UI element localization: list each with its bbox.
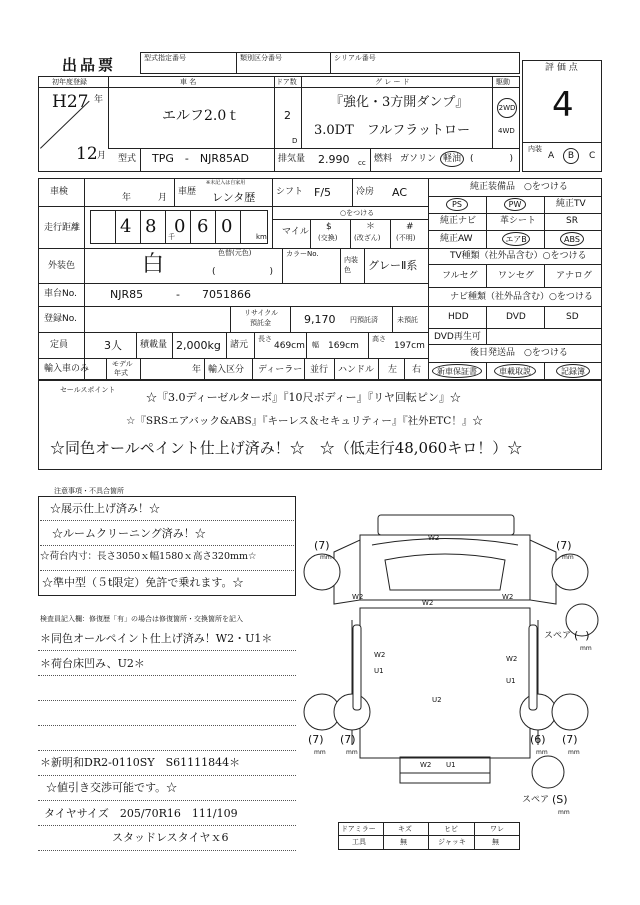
table-header-1: ドアミラー: [341, 825, 376, 833]
tire-depth-front-right: (7): [556, 539, 572, 552]
mileage-digit-2: 8: [145, 216, 157, 237]
doc-warranty: 新車保証書: [432, 364, 482, 378]
tire-depth-rear-left-outer: (7): [308, 733, 324, 746]
mm-unit: mm: [568, 749, 580, 756]
equip-ps: PS: [446, 198, 468, 211]
door-type: D: [292, 137, 298, 145]
width-label: 幅: [312, 341, 319, 349]
interior-a: A: [548, 151, 555, 161]
chassis-dash: -: [176, 288, 180, 301]
diag-label-9: U2: [432, 696, 442, 704]
spare-upper-paren: ( ): [574, 629, 590, 642]
exchange-mark: $: [326, 222, 332, 232]
tire-depth-rear-right-outer: (7): [562, 733, 578, 746]
drive-2wd-circled: 2WD: [497, 98, 517, 118]
inspector-line-1: ＊同色オールペイント仕上げ済み！W2・U1＊: [40, 632, 273, 645]
tv-type-title: TV種類（社外品含む）○をつける: [450, 251, 587, 261]
doc-manual: 車載取説: [494, 364, 536, 378]
model-code-label: 型式指定番号: [144, 54, 186, 62]
unknown-label: (不明): [396, 234, 416, 242]
load-label: 積載量: [140, 340, 168, 350]
note-4: ☆準中型（５t限定）免許で乗れます。☆: [42, 576, 244, 589]
reg-label: 登録No.: [44, 314, 77, 324]
table-cell-3: ジャッキ: [438, 838, 466, 846]
first-reg-year: H27: [52, 92, 89, 112]
color-value: 白: [142, 252, 165, 277]
table-cell-4: 無: [492, 838, 499, 846]
doors-label: ドア数: [276, 78, 297, 86]
spare-label-upper: スペア: [544, 631, 572, 641]
mile-label: マイル: [282, 227, 309, 237]
year-unit: 年: [94, 95, 104, 105]
chassis-prefix: NJR85: [110, 288, 144, 301]
note-2: ☆ルームクリーニング済み！☆: [52, 527, 206, 540]
month-unit: 月: [97, 151, 107, 161]
history-value: レンタ歴: [212, 191, 256, 204]
inspector-line-6: ＊新明和DR2-0110SY S61111844＊: [40, 756, 241, 769]
shift-label: シフト: [276, 187, 304, 197]
chassis-label: 車台No.: [44, 289, 77, 299]
sales-line-3: ☆同色オールペイント仕上げ済み！☆ ☆（低走行48,060キロ！）☆: [50, 439, 523, 457]
diag-label-7: W2: [506, 655, 518, 663]
height-label: 高さ: [372, 335, 386, 343]
diag-label-1: W2: [428, 534, 440, 542]
displacement-unit: cc: [358, 159, 366, 167]
type-value: TPG - NJR85AD: [152, 152, 249, 165]
mm-unit: mm: [314, 749, 326, 756]
equip-pw: PW: [504, 198, 526, 211]
color-change-label: 色替(元色): [218, 249, 252, 257]
diag-label-10: W2: [420, 761, 432, 769]
doors-value: 2: [284, 109, 291, 122]
tv-analog: アナログ: [556, 271, 593, 281]
diag-label-4: W2: [502, 593, 514, 601]
diag-label-2: W2: [352, 593, 364, 601]
recycle-value: 9,170: [304, 313, 336, 326]
rating-label: 評 価 点: [545, 63, 578, 73]
mileage-label: 走行距離: [44, 223, 81, 233]
km-unit: km: [256, 233, 267, 241]
navi-sd: SD: [566, 312, 579, 322]
type-label: 型式: [118, 154, 137, 164]
ac-value: AC: [392, 186, 408, 199]
color-change-value: ( ): [212, 267, 274, 277]
tamper-label: (改ざん): [354, 234, 381, 242]
unknown-mark: #: [406, 222, 414, 232]
sales-label: セールスポイント: [60, 386, 116, 394]
interior-b-circled: B: [563, 148, 579, 164]
import-parallel: 並行: [310, 365, 329, 375]
equip-aw: 純正AW: [440, 234, 473, 244]
grade-label: グ レ ー ド: [375, 78, 410, 86]
fuel-gasoline: ガソリン: [400, 154, 437, 164]
notes-label: 注意事項・不具合箇所: [54, 487, 124, 495]
length-label: 長さ: [258, 335, 272, 343]
equip-abs: ABS: [560, 232, 584, 246]
displacement-value: 2.990: [318, 153, 350, 166]
thousand-mark: 千: [168, 233, 175, 241]
table-cell-1: 工具: [352, 838, 366, 846]
inspector-line-8: タイヤサイズ 205/70R16 111/109: [44, 807, 238, 820]
diag-label-8: U1: [506, 677, 516, 685]
spare-label-lower: スペア: [522, 795, 550, 805]
shaken-month-unit: 月: [158, 193, 168, 203]
model-year-label-2: 年式: [114, 369, 128, 377]
model-year-label-1: モデル: [112, 360, 133, 368]
recycle-label-2: 預託金: [250, 319, 271, 327]
shift-value: F/5: [314, 186, 332, 199]
diag-label-11: U1: [446, 761, 456, 769]
dims-label: 諸元: [230, 340, 249, 350]
color-no-label: カラーNo.: [286, 250, 319, 258]
sales-line-2: ☆『SRSエアバック&ABS』『キーレス＆セキュリティー』『社外ETC！』☆: [126, 415, 483, 427]
diag-label-6: U1: [374, 667, 384, 675]
car-name-label: 車 名: [180, 78, 197, 86]
handle-left: 左: [388, 365, 398, 375]
table-cell-2: 無: [400, 838, 407, 846]
load-value: 2,000kg: [176, 339, 221, 352]
equip-airbag: エアB: [502, 232, 530, 246]
mm-unit: mm: [536, 749, 548, 756]
mm-unit: mm: [558, 809, 570, 816]
tire-depth-rear-right-inner: (6): [530, 733, 546, 746]
fuel-diesel-circled: 軽油: [440, 151, 464, 167]
table-header-3: ヒビ: [444, 825, 458, 833]
tv-fullseg: フルセグ: [442, 271, 478, 281]
spare-lower-value: (S): [552, 793, 568, 806]
equip-tv: 純正TV: [556, 199, 586, 209]
drive-label: 駆動: [496, 78, 510, 86]
equip-leather: 革シート: [500, 216, 537, 226]
later-docs-title: 後日発送品 ○をつける: [470, 348, 568, 358]
navi-hdd: HDD: [448, 312, 469, 322]
mileage-digit-1: 4: [120, 216, 132, 237]
shaken-year-unit: 年: [122, 193, 132, 203]
int-color-value: グレーⅡ系: [368, 259, 418, 272]
chassis-number: 7051866: [202, 288, 251, 301]
import-type-label: 輸入区分: [208, 365, 245, 375]
model-year-unit: 年: [192, 365, 202, 375]
inspector-line-2: ＊荷台床凹み、U2＊: [40, 657, 145, 670]
dvd-playback: DVD再生可: [434, 332, 481, 342]
height-value: 197cm: [394, 341, 425, 351]
color-label: 外装色: [48, 261, 76, 271]
category-label: 類別区分番号: [240, 54, 282, 62]
note-1: ☆展示仕上げ済み！☆: [50, 502, 160, 515]
mm-unit: mm: [580, 645, 592, 652]
equip-sr: SR: [566, 216, 578, 226]
navi-dvd: DVD: [506, 312, 526, 322]
fuel-other: ( ): [470, 154, 514, 164]
fuel-label: 燃料: [374, 154, 393, 164]
interior-c: C: [589, 151, 596, 161]
tire-depth-rear-left-inner: (7): [340, 733, 356, 746]
ac-label: 冷房: [356, 187, 375, 197]
width-value: 169cm: [328, 341, 359, 351]
length-value: 469cm: [274, 341, 305, 351]
capacity-label: 定員: [50, 340, 69, 350]
diag-label-3: W2: [422, 599, 434, 607]
car-name: エルフ2.0ｔ: [162, 108, 241, 124]
shaken-label: 車検: [50, 187, 69, 197]
handle-label: ハンドル: [338, 365, 375, 375]
note-3: ☆荷台内寸：長さ3050ｘ幅1580ｘ高さ320mm☆: [40, 551, 257, 562]
recycle-label-1: リサイクル: [244, 309, 279, 317]
inspector-line-9: スタッドレスタイヤｘ6: [112, 831, 229, 844]
mm-unit: mm: [320, 554, 332, 561]
sales-line-1: ☆『3.0ディーゼルターボ』『10尺ボディー』『リヤ回転ピン』☆: [146, 391, 461, 404]
capacity-value: 3人: [104, 339, 122, 352]
mileage-circle-note: ○をつける: [340, 209, 375, 217]
grade-line-1: 『強化・3方開ダンプ』: [330, 95, 469, 110]
exchange-label: (交換): [318, 234, 338, 242]
displacement-label: 排気量: [278, 154, 306, 164]
diag-label-5: W2: [374, 651, 386, 659]
int-color-label-2: 色: [344, 266, 351, 274]
grade-line-2: 3.0DT フルフラットロー: [314, 123, 470, 138]
navi-type-title: ナビ種類（社外品含む）○をつける: [450, 292, 593, 302]
mileage-digit-3: 0: [174, 216, 186, 237]
recycle-unit: 円預託済: [350, 316, 378, 324]
import-dealer: ディーラー: [258, 365, 303, 375]
import-label: 輸入車のみ: [44, 364, 90, 374]
doc-record: 記録簿: [556, 364, 590, 378]
mm-unit: mm: [346, 749, 358, 756]
tire-depth-front-left: (7): [314, 539, 330, 552]
recycle-unpaid: 未預託: [397, 316, 418, 324]
first-reg-label: 初年度登録: [52, 78, 87, 86]
handle-right: 右: [412, 365, 422, 375]
history-note: ※未記入は自家用: [206, 180, 246, 186]
equip-navi: 純正ナビ: [440, 216, 477, 226]
inspector-line-7: ☆値引き交渉可能です。☆: [46, 781, 178, 794]
interior-label: 内装: [528, 145, 542, 153]
history-label: 車歴: [178, 187, 197, 197]
mileage-digit-5: 0: [221, 216, 233, 237]
mm-unit: mm: [562, 554, 574, 561]
table-header-2: キズ: [398, 825, 412, 833]
serial-label: シリアル番号: [334, 54, 376, 62]
table-header-4: ワレ: [490, 825, 504, 833]
tv-oneseg: ワンセグ: [498, 271, 535, 281]
mileage-digit-4: 6: [197, 216, 209, 237]
rating-value: 4: [552, 85, 574, 125]
drive-4wd: 4WD: [498, 127, 515, 135]
inspector-label: 検査員記入欄：修復歴「有」の場合は修復箇所・交換箇所を記入: [40, 615, 243, 623]
sheet-title: 出品票: [62, 56, 117, 74]
int-color-label: 内装: [344, 256, 358, 264]
equipment-title: 純正装備品 ○をつける: [470, 182, 568, 192]
tamper-mark: ＊: [366, 222, 376, 232]
first-reg-month: 12: [76, 144, 98, 164]
